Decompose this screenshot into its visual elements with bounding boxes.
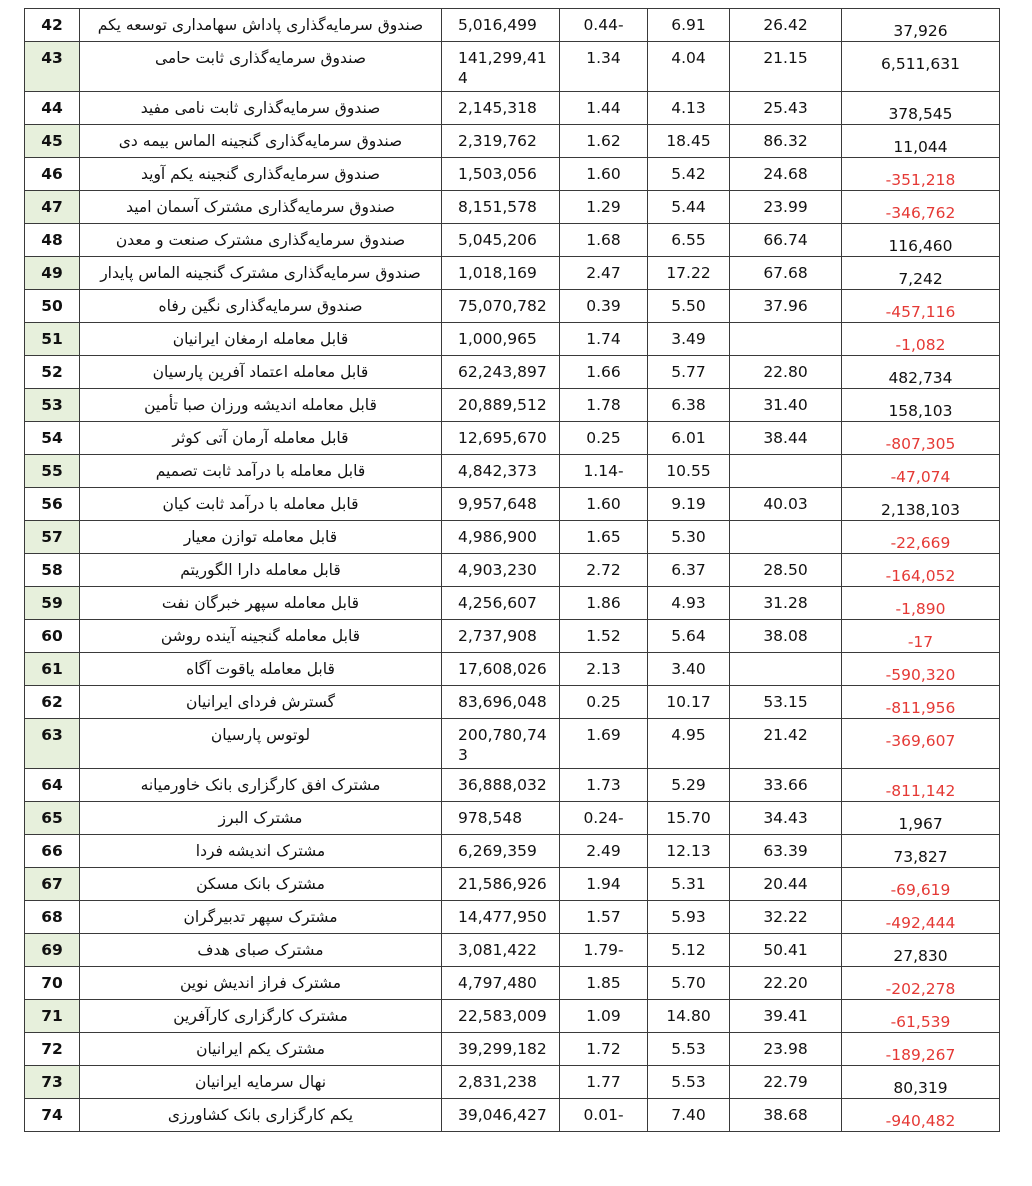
fund-name: مشترک کارگزاری کارآفرین [80, 1000, 442, 1033]
fund-name: صندوق سرمایه‌گذاری پاداش سهامداری توسعه یکم [80, 9, 442, 42]
table-row [25, 191, 1000, 224]
fund-name: لوتوس پارسیان [80, 719, 442, 769]
row-number: 62 [25, 686, 80, 719]
value-d: 31.28 [730, 587, 842, 620]
value-b: 2.72 [560, 554, 648, 587]
table-row [25, 719, 1000, 769]
value-c: 4.93 [648, 587, 730, 620]
value-a: 978,548 [442, 802, 560, 835]
value-b: 1.79- [560, 934, 648, 967]
fund-name: صندوق سرمایه‌گذاری گنجینه یکم آوید [80, 158, 442, 191]
value-b: 0.01- [560, 1099, 648, 1132]
value-a: 4,797,480 [442, 967, 560, 1000]
value-a: 4,256,607 [442, 587, 560, 620]
value-e: 1,967 [842, 802, 1000, 835]
value-d: 24.68 [730, 158, 842, 191]
value-e: 158,103 [842, 389, 1000, 422]
table-row [25, 769, 1000, 802]
value-c: 5.64 [648, 620, 730, 653]
table-row [25, 521, 1000, 554]
value-a: 2,737,908 [442, 620, 560, 653]
fund-name: صندوق سرمایه‌گذاری گنجینه الماس بیمه دی [80, 125, 442, 158]
row-number: 50 [25, 290, 80, 323]
value-b: 1.78 [560, 389, 648, 422]
value-d: 20.44 [730, 868, 842, 901]
table-row [25, 554, 1000, 587]
value-b: 1.09 [560, 1000, 648, 1033]
row-number: 57 [25, 521, 80, 554]
table-row [25, 125, 1000, 158]
table-row [25, 653, 1000, 686]
value-a: 5,045,206 [442, 224, 560, 257]
value-a: 17,608,026 [442, 653, 560, 686]
value-e: -1,082 [842, 323, 1000, 356]
value-c: 3.49 [648, 323, 730, 356]
value-c: 6.91 [648, 9, 730, 42]
value-b: 2.49 [560, 835, 648, 868]
row-number: 69 [25, 934, 80, 967]
value-c: 5.31 [648, 868, 730, 901]
value-a: 62,243,897 [442, 356, 560, 389]
funds-table [24, 8, 1000, 1132]
value-d: 38.08 [730, 620, 842, 653]
value-c: 6.38 [648, 389, 730, 422]
value-e: -351,218 [842, 158, 1000, 191]
row-number: 68 [25, 901, 80, 934]
value-c: 10.17 [648, 686, 730, 719]
row-number: 56 [25, 488, 80, 521]
fund-name: یکم کارگزاری بانک کشاورزی [80, 1099, 442, 1132]
row-number: 59 [25, 587, 80, 620]
table-row [25, 224, 1000, 257]
value-e: 116,460 [842, 224, 1000, 257]
row-number: 42 [25, 9, 80, 42]
row-number: 47 [25, 191, 80, 224]
value-c: 5.53 [648, 1033, 730, 1066]
value-c: 4.13 [648, 92, 730, 125]
value-b: 1.73 [560, 769, 648, 802]
value-c: 5.50 [648, 290, 730, 323]
fund-name: صندوق سرمایه‌گذاری ثابت نامی مفید [80, 92, 442, 125]
value-a: 75,070,782 [442, 290, 560, 323]
value-c: 9.19 [648, 488, 730, 521]
value-d: 34.43 [730, 802, 842, 835]
value-d: 25.43 [730, 92, 842, 125]
value-e: -811,956 [842, 686, 1000, 719]
row-number: 46 [25, 158, 80, 191]
table-row [25, 488, 1000, 521]
value-b: 1.74 [560, 323, 648, 356]
value-d: 38.44 [730, 422, 842, 455]
value-c: 5.12 [648, 934, 730, 967]
fund-name: مشترک صبای هدف [80, 934, 442, 967]
table-row [25, 1066, 1000, 1099]
fund-name: قابل معامله با درآمد ثابت تصمیم [80, 455, 442, 488]
table-row [25, 802, 1000, 835]
fund-name: قابل معامله ارمغان ایرانیان [80, 323, 442, 356]
value-c: 12.13 [648, 835, 730, 868]
value-d: 26.42 [730, 9, 842, 42]
value-e: -1,890 [842, 587, 1000, 620]
value-a: 5,016,499 [442, 9, 560, 42]
row-number: 43 [25, 42, 80, 92]
value-d: 40.03 [730, 488, 842, 521]
table-row [25, 901, 1000, 934]
row-number: 45 [25, 125, 80, 158]
table-row [25, 835, 1000, 868]
row-number: 49 [25, 257, 80, 290]
value-e: 482,734 [842, 356, 1000, 389]
value-c: 18.45 [648, 125, 730, 158]
value-d: 22.79 [730, 1066, 842, 1099]
value-b: 2.13 [560, 653, 648, 686]
value-b: 2.47 [560, 257, 648, 290]
value-e: -69,619 [842, 868, 1000, 901]
row-number: 63 [25, 719, 80, 769]
value-e: -369,607 [842, 719, 1000, 769]
value-d: 38.68 [730, 1099, 842, 1132]
value-b: 1.72 [560, 1033, 648, 1066]
value-c: 5.42 [648, 158, 730, 191]
table-row [25, 92, 1000, 125]
value-a: 39,046,427 [442, 1099, 560, 1132]
row-number: 65 [25, 802, 80, 835]
value-a: 6,269,359 [442, 835, 560, 868]
value-a: 4,986,900 [442, 521, 560, 554]
value-c: 5.30 [648, 521, 730, 554]
value-d: 63.39 [730, 835, 842, 868]
row-number: 67 [25, 868, 80, 901]
value-a: 1,018,169 [442, 257, 560, 290]
value-a: 22,583,009 [442, 1000, 560, 1033]
table-row [25, 158, 1000, 191]
value-b: 1.60 [560, 488, 648, 521]
fund-name: قابل معامله آرمان آتی کوثر [80, 422, 442, 455]
row-number: 58 [25, 554, 80, 587]
table-row [25, 686, 1000, 719]
fund-name: مشترک یکم ایرانیان [80, 1033, 442, 1066]
value-e: -807,305 [842, 422, 1000, 455]
value-d: 37.96 [730, 290, 842, 323]
value-e: 80,319 [842, 1066, 1000, 1099]
value-b: 1.44 [560, 92, 648, 125]
value-d: 39.41 [730, 1000, 842, 1033]
value-d [730, 653, 842, 686]
value-c: 14.80 [648, 1000, 730, 1033]
table-row [25, 257, 1000, 290]
value-c: 4.95 [648, 719, 730, 769]
value-c: 3.40 [648, 653, 730, 686]
value-b: 1.85 [560, 967, 648, 1000]
fund-name: مشترک بانک مسکن [80, 868, 442, 901]
value-e: 6,511,631 [842, 42, 1000, 92]
value-b: 0.25 [560, 686, 648, 719]
value-c: 15.70 [648, 802, 730, 835]
value-b: 1.66 [560, 356, 648, 389]
value-b: 1.52 [560, 620, 648, 653]
fund-name: مشترک افق کارگزاری بانک خاورمیانه [80, 769, 442, 802]
row-number: 72 [25, 1033, 80, 1066]
value-e: -47,074 [842, 455, 1000, 488]
value-a: 2,831,238 [442, 1066, 560, 1099]
row-number: 66 [25, 835, 80, 868]
value-b: 1.60 [560, 158, 648, 191]
value-b: 0.25 [560, 422, 648, 455]
value-e: -346,762 [842, 191, 1000, 224]
value-d [730, 521, 842, 554]
value-c: 5.70 [648, 967, 730, 1000]
fund-name: مشترک البرز [80, 802, 442, 835]
value-e: -17 [842, 620, 1000, 653]
fund-name: قابل معامله گنجینه آینده روشن [80, 620, 442, 653]
value-a: 39,299,182 [442, 1033, 560, 1066]
value-d: 66.74 [730, 224, 842, 257]
value-c: 7.40 [648, 1099, 730, 1132]
row-number: 54 [25, 422, 80, 455]
fund-name: قابل معامله توازن معیار [80, 521, 442, 554]
value-e: -164,052 [842, 554, 1000, 587]
value-e: -590,320 [842, 653, 1000, 686]
value-a: 2,319,762 [442, 125, 560, 158]
value-d: 32.22 [730, 901, 842, 934]
table-row [25, 934, 1000, 967]
fund-name: صندوق سرمایه‌گذاری نگین رفاه [80, 290, 442, 323]
row-number: 74 [25, 1099, 80, 1132]
value-a: 4,903,230 [442, 554, 560, 587]
value-a: 21,586,926 [442, 868, 560, 901]
fund-name: قابل معامله اعتماد آفرین پارسیان [80, 356, 442, 389]
fund-name: قابل معامله یاقوت آگاه [80, 653, 442, 686]
fund-name: صندوق سرمایه‌گذاری مشترک گنجینه الماس پایدار [80, 257, 442, 290]
value-e: 378,545 [842, 92, 1000, 125]
value-b: 0.39 [560, 290, 648, 323]
value-d: 28.50 [730, 554, 842, 587]
row-number: 60 [25, 620, 80, 653]
value-b: 1.68 [560, 224, 648, 257]
value-a: 12,695,670 [442, 422, 560, 455]
value-a: 2,145,318 [442, 92, 560, 125]
value-d: 23.99 [730, 191, 842, 224]
fund-name: نهال سرمایه ایرانیان [80, 1066, 442, 1099]
value-b: 1.14- [560, 455, 648, 488]
value-e: -202,278 [842, 967, 1000, 1000]
value-e: -940,482 [842, 1099, 1000, 1132]
value-e: -189,267 [842, 1033, 1000, 1066]
value-d: 50.41 [730, 934, 842, 967]
value-e: 2,138,103 [842, 488, 1000, 521]
fund-name: مشترک فراز اندیش نوین [80, 967, 442, 1000]
table-row [25, 356, 1000, 389]
row-number: 48 [25, 224, 80, 257]
value-a: 83,696,048 [442, 686, 560, 719]
value-e: -22,669 [842, 521, 1000, 554]
value-b: 1.34 [560, 42, 648, 92]
table-row [25, 620, 1000, 653]
value-b: 1.94 [560, 868, 648, 901]
value-c: 5.77 [648, 356, 730, 389]
value-d: 23.98 [730, 1033, 842, 1066]
fund-name: صندوق سرمایه‌گذاری مشترک صنعت و معدن [80, 224, 442, 257]
value-a: 1,503,056 [442, 158, 560, 191]
table-row [25, 389, 1000, 422]
value-a: 1,000,965 [442, 323, 560, 356]
value-c: 4.04 [648, 42, 730, 92]
value-e: -811,142 [842, 769, 1000, 802]
value-e: 27,830 [842, 934, 1000, 967]
value-e: 37,926 [842, 9, 1000, 42]
value-e: -492,444 [842, 901, 1000, 934]
value-c: 17.22 [648, 257, 730, 290]
value-c: 5.53 [648, 1066, 730, 1099]
value-e: -61,539 [842, 1000, 1000, 1033]
value-e: 11,044 [842, 125, 1000, 158]
value-a: 9,957,648 [442, 488, 560, 521]
value-b: 1.57 [560, 901, 648, 934]
row-number: 71 [25, 1000, 80, 1033]
value-a: 20,889,512 [442, 389, 560, 422]
value-a: 36,888,032 [442, 769, 560, 802]
row-number: 53 [25, 389, 80, 422]
table-row [25, 967, 1000, 1000]
value-b: 0.44- [560, 9, 648, 42]
fund-name: صندوق سرمایه‌گذاری ثابت حامی [80, 42, 442, 92]
table-row [25, 587, 1000, 620]
table-row [25, 868, 1000, 901]
table-row [25, 42, 1000, 92]
value-c: 6.37 [648, 554, 730, 587]
value-d [730, 323, 842, 356]
value-a: 4,842,373 [442, 455, 560, 488]
row-number: 52 [25, 356, 80, 389]
fund-name: قابل معامله سپهر خبرگان نفت [80, 587, 442, 620]
row-number: 64 [25, 769, 80, 802]
value-d: 31.40 [730, 389, 842, 422]
value-b: 1.62 [560, 125, 648, 158]
value-c: 6.55 [648, 224, 730, 257]
row-number: 61 [25, 653, 80, 686]
fund-name: مشترک سپهر تدبیرگران [80, 901, 442, 934]
value-b: 1.86 [560, 587, 648, 620]
value-d: 22.80 [730, 356, 842, 389]
value-b: 0.24- [560, 802, 648, 835]
fund-name: مشترک اندیشه فردا [80, 835, 442, 868]
fund-name: قابل معامله اندیشه ورزان صبا تأمین [80, 389, 442, 422]
fund-name: گسترش فردای ایرانیان [80, 686, 442, 719]
value-a: 8,151,578 [442, 191, 560, 224]
row-number: 70 [25, 967, 80, 1000]
value-e: -457,116 [842, 290, 1000, 323]
value-a: 141,299,414 [442, 42, 560, 92]
value-d: 67.68 [730, 257, 842, 290]
value-c: 5.93 [648, 901, 730, 934]
row-number: 44 [25, 92, 80, 125]
value-c: 10.55 [648, 455, 730, 488]
value-a: 3,081,422 [442, 934, 560, 967]
row-number: 51 [25, 323, 80, 356]
value-b: 1.69 [560, 719, 648, 769]
value-c: 5.44 [648, 191, 730, 224]
row-number: 73 [25, 1066, 80, 1099]
row-number: 55 [25, 455, 80, 488]
value-c: 5.29 [648, 769, 730, 802]
value-b: 1.65 [560, 521, 648, 554]
value-d: 33.66 [730, 769, 842, 802]
value-b: 1.77 [560, 1066, 648, 1099]
table-body [25, 9, 1000, 1132]
value-a: 14,477,950 [442, 901, 560, 934]
value-e: 7,242 [842, 257, 1000, 290]
value-d: 86.32 [730, 125, 842, 158]
table-row [25, 455, 1000, 488]
table-row [25, 323, 1000, 356]
value-d: 21.15 [730, 42, 842, 92]
value-e: 73,827 [842, 835, 1000, 868]
table-row [25, 290, 1000, 323]
value-d [730, 455, 842, 488]
value-b: 1.29 [560, 191, 648, 224]
value-d: 53.15 [730, 686, 842, 719]
table-row [25, 1033, 1000, 1066]
table-row [25, 9, 1000, 42]
fund-name: قابل معامله دارا الگوریتم [80, 554, 442, 587]
value-a: 200,780,743 [442, 719, 560, 769]
value-c: 6.01 [648, 422, 730, 455]
value-d: 21.42 [730, 719, 842, 769]
fund-name: قابل معامله با درآمد ثابت کیان [80, 488, 442, 521]
table-row [25, 1000, 1000, 1033]
fund-name: صندوق سرمایه‌گذاری مشترک آسمان امید [80, 191, 442, 224]
table-row [25, 1099, 1000, 1132]
table-row [25, 422, 1000, 455]
value-d: 22.20 [730, 967, 842, 1000]
